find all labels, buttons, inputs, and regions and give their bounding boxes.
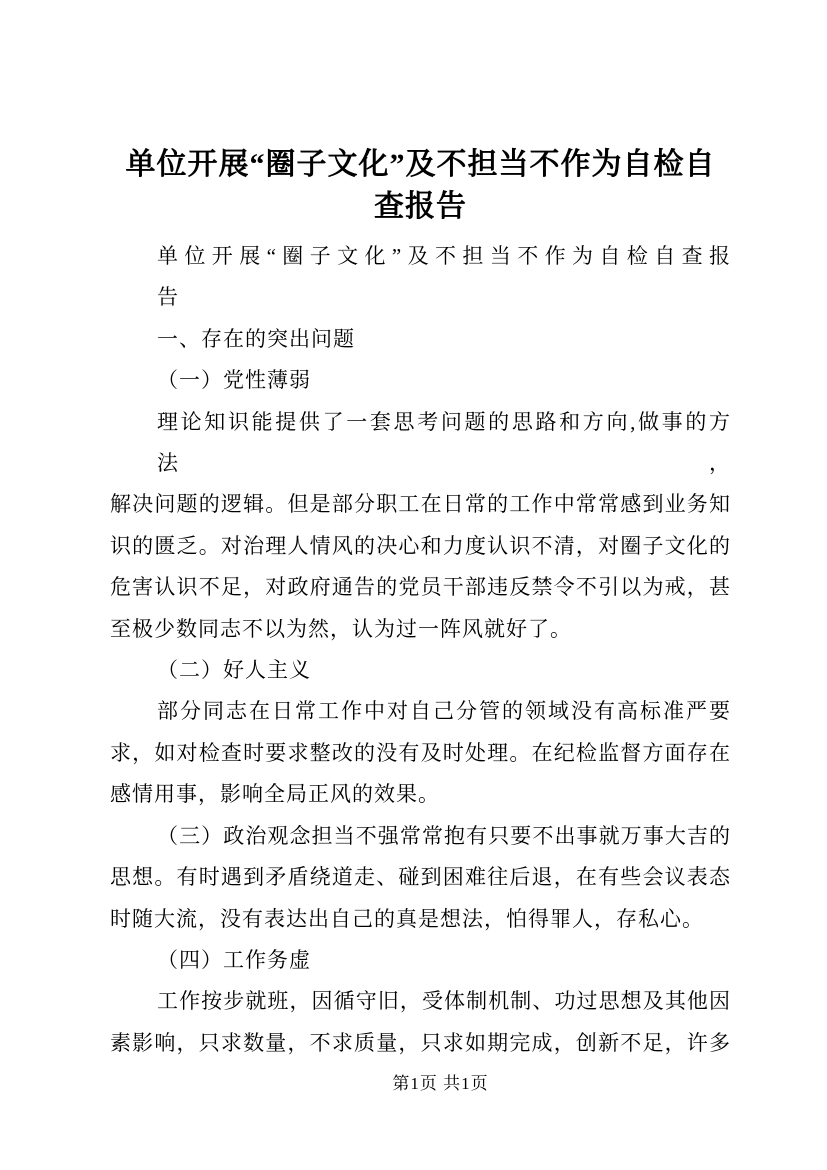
text-line: （二）好人主义 [157, 658, 311, 683]
text-line: （四）工作务虚 [157, 947, 311, 972]
title-line: 单位开展“圈子文化”及不担当不作为自检自 [125, 148, 716, 181]
page-number: 第1页 共1页 [392, 1074, 489, 1093]
text-line: 解决问题的逻辑。但是部分职工在日常的工作中常常感到业务知 [110, 492, 731, 517]
text-line: 时随大流，没有表达出自己的真是想法，怕得罪人，存私心。 [110, 906, 704, 931]
text-line: （三）政治观念担当不强常常抱有只要不出事就万事大吉的 [157, 823, 731, 848]
document-body [110, 236, 731, 1064]
text-line: 部分同志在日常工作中对自己分管的领域没有高标准严要 [157, 699, 731, 724]
text-line: 危害认识不足，对政府通告的党员干部违反禁令不引以为戒，甚 [110, 575, 731, 600]
text-line: 求，如对检查时要求整改的没有及时处理。在纪检监督方面存在 [110, 740, 731, 765]
text-line: 一、存在的突出问题 [157, 326, 355, 351]
text-line: 理论知识能提供了一套思考问题的思路和方向,做事的方法， [157, 409, 731, 476]
text-line: 单位开展“圈子文化”及不担当不作为自检自查报 [157, 244, 731, 268]
text-line: 告 [157, 285, 179, 310]
page-footer [130, 1072, 751, 1096]
text-line: 思想。有时遇到矛盾绕道走、碰到困难往后退，在有些会议表态 [110, 865, 731, 890]
title-line: 查报告 [374, 190, 467, 223]
text-line: 至极少数同志不以为然，认为过一阵风就好了。 [110, 616, 572, 641]
text-line: 工作按步就班，因循守旧，受体制机制、功过思想及其他因 [157, 989, 731, 1014]
text-line: 素影响，只求数量，不求质量，只求如期完成，创新不足，许多 [110, 1030, 731, 1055]
document-title [110, 144, 731, 228]
text-line: 感情用事，影响全局正风的效果。 [110, 782, 440, 807]
text-line: （一）党性薄弱 [157, 368, 311, 393]
text-line: 识的匮乏。对治理人情风的决心和力度认识不清，对圈子文化的 [110, 533, 731, 558]
